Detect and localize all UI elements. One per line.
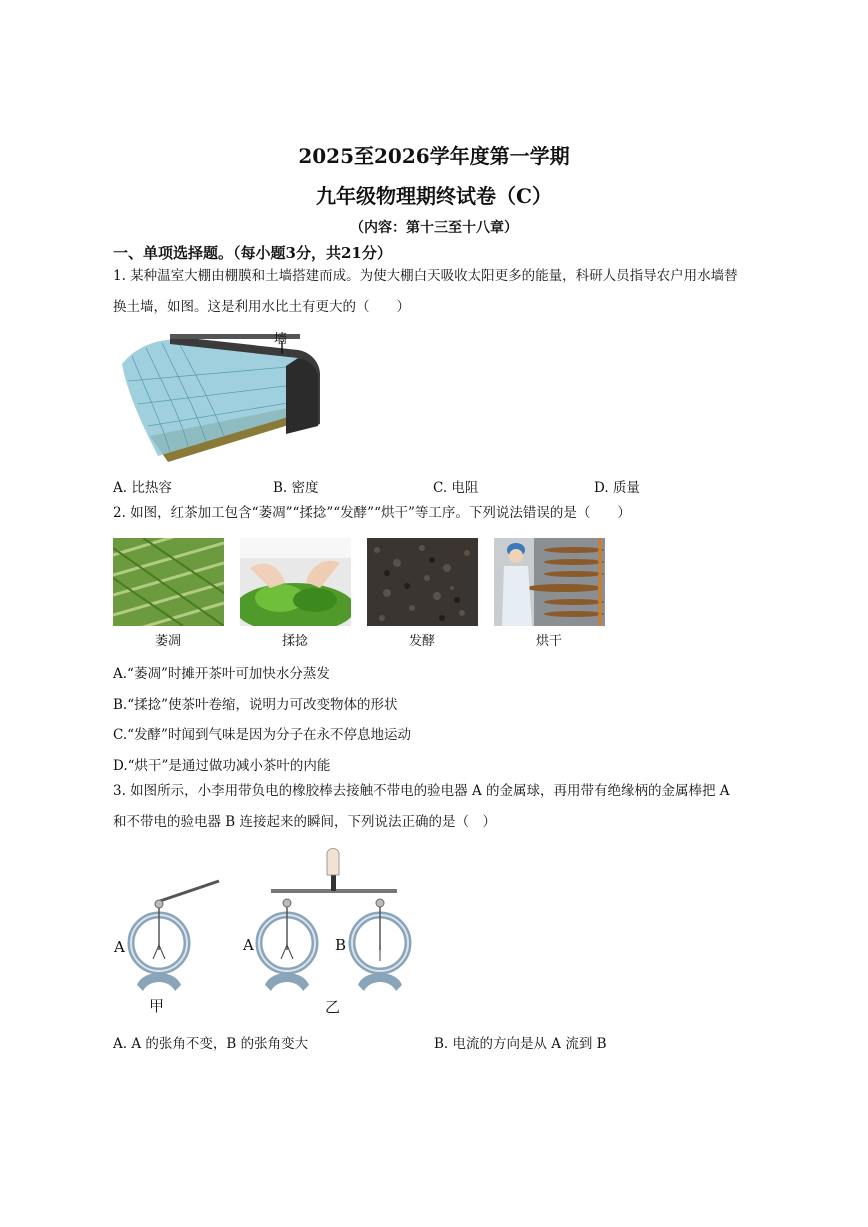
q2-option-b: B.“揉捻”使茶叶卷缩，说明力可改变物体的形状 xyxy=(113,697,398,713)
q1-option-b: B. 密度 xyxy=(273,480,319,496)
q2-stem: 2. 如图，红茶加工包含“萎凋”“揉捻”“发酵”“烘干”等工序。下列说法错误的是（ ） xyxy=(113,505,631,521)
q2-option-c: C.“发酵”时闻到气味是因为分子在永不停息地运动 xyxy=(113,727,411,743)
exam-title-line2: 九年级物理期终试卷（C） xyxy=(316,184,552,208)
photo-withering xyxy=(113,538,224,626)
section-heading: 一、单项选择题。（每小题3分，共21分） xyxy=(113,244,392,262)
q1-option-d: D. 质量 xyxy=(594,480,640,496)
q1-stem-line2: 换土墙，如图。这是利用水比土有更大的（ ） xyxy=(113,299,410,315)
q3-stem-line2: 和不带电的验电器 B 连接起来的瞬间，下列说法正确的是（ ） xyxy=(113,814,497,830)
electroscope-a-left xyxy=(131,900,187,991)
caption-rolling: 揉捻 xyxy=(281,634,308,649)
q2-option-d: D.“烘干”是通过做功减小茶叶的内能 xyxy=(113,758,331,774)
caption-drying: 烘干 xyxy=(535,634,562,649)
exam-scope: （内容：第十三至十八章） xyxy=(350,220,518,236)
caption-withering: 萎凋 xyxy=(154,634,181,649)
q3-stem-line1: 3. 如图所示，小李用带负电的橡胶棒去接触不带电的验电器 A 的金属球，再用带有绝缘柄的金属棒把 A xyxy=(113,783,730,799)
label-b-yi: B xyxy=(335,936,347,954)
q1-greenhouse-figure xyxy=(118,326,328,466)
electroscope-b xyxy=(352,899,408,991)
q2-option-a: A.“萎凋”时摊开茶叶可加快水分蒸发 xyxy=(113,666,330,682)
q3-option-a: A. A 的张角不变，B 的张角变大 xyxy=(113,1036,309,1052)
q1-option-a: A. 比热容 xyxy=(113,480,172,496)
photo-drying xyxy=(494,538,605,626)
label-a-jia: A xyxy=(114,938,125,956)
photo-rolling xyxy=(240,538,351,626)
q3-option-b: B. 电流的方向是从 A 流到 B xyxy=(434,1036,607,1052)
photo-fermenting xyxy=(367,538,478,626)
electroscope-a-right xyxy=(259,899,315,991)
label-jia: 甲 xyxy=(149,997,165,1015)
label-a-yi: A xyxy=(243,936,254,954)
exam-title-line1: 2025至2026学年度第一学期 xyxy=(298,144,570,168)
q1-option-c: C. 电阻 xyxy=(433,480,479,496)
q1-wall-label: 墙 xyxy=(274,332,288,347)
q3-electroscope-figure xyxy=(113,845,423,1015)
q1-stem-line1: 1. 某种温室大棚由棚膜和土墙搭建而成。为使大棚白天吸收太阳更多的能量，科研人员指导农户用水墙替 xyxy=(113,268,738,284)
caption-fermenting: 发酵 xyxy=(408,634,435,649)
label-yi: 乙 xyxy=(325,998,341,1016)
